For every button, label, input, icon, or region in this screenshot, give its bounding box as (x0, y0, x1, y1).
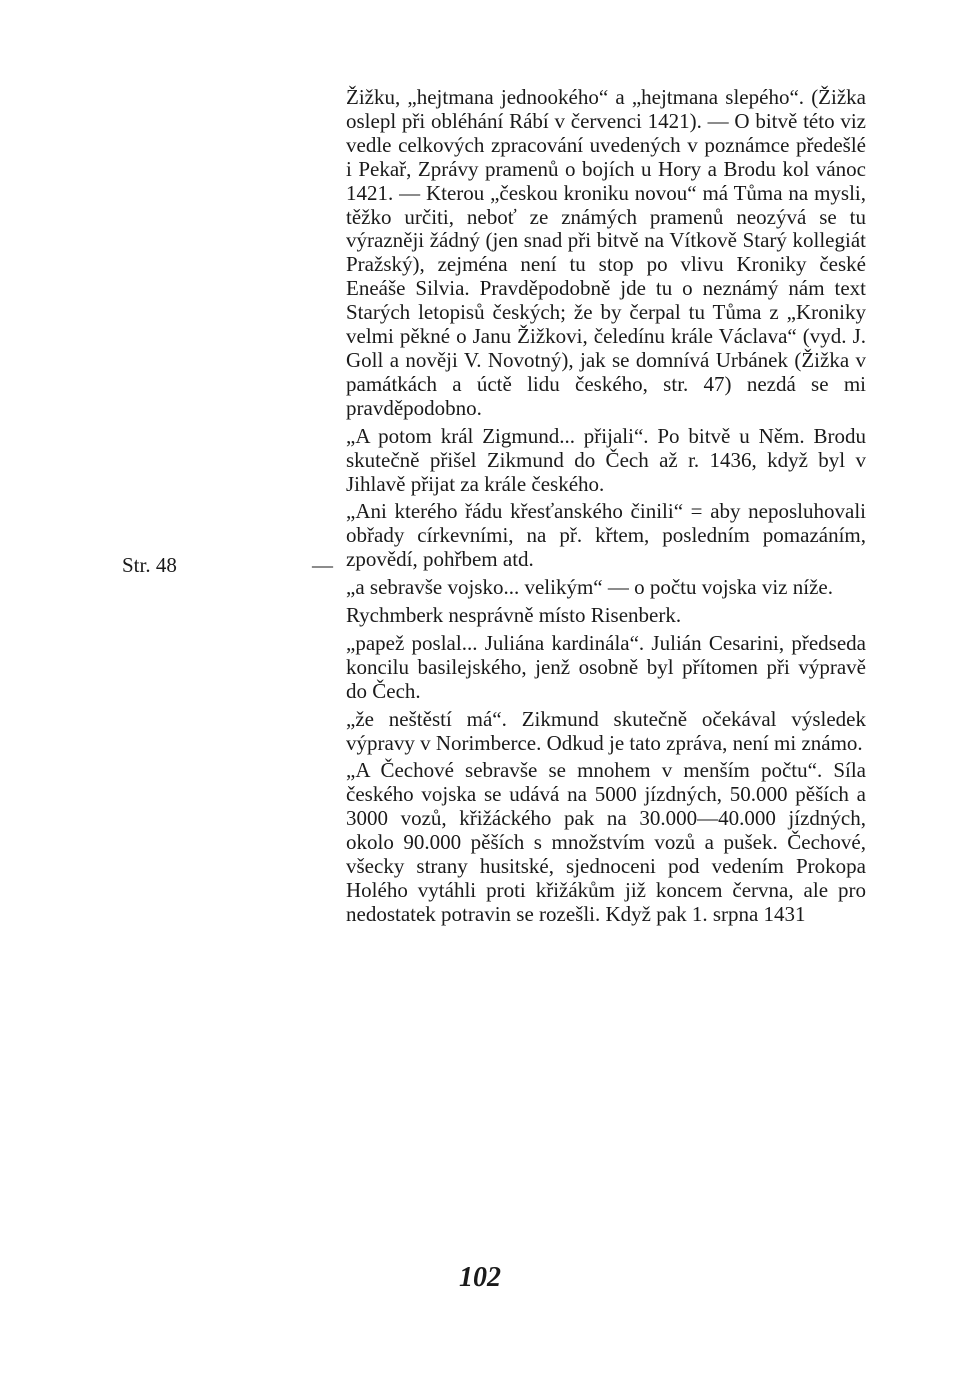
paragraph: „a sebravše vojsko... velikým“ — o počtu vojska viz níže. (346, 575, 833, 600)
paragraph: Rychmberk nesprávně místo Risenberk. (346, 603, 682, 628)
margin-dash: — (312, 553, 333, 577)
margin-page-reference: Str. 48 (122, 553, 177, 577)
paragraph: „že neštěstí má“. Zikmund skutečně očekával výsledek výpravy v Norimberce. Odkud je tato zpráva, není mi známo. (346, 706, 866, 755)
page-number: 102 (459, 1262, 501, 1293)
paragraph: „Ani kterého řádu křesťanského činili“ = aby neposluhovali obřady církevními, na př. křtem, posledním pomazáním, zpovědí, pohřbem atd. (346, 499, 866, 572)
paragraph: „A Čechové sebravše se mnohem v menším počtu“. Síla českého vojska se udává na 5000 jízdných, 50.000 pěších a 3000 vozů, křižáckého pak na 30.000—40.000 jízdných, okolo 90.000 pěších s množstvím vozů a pušek. Čechové, všecky strany husitské, sjednoceni pod vedením Prokopa Holého vytáhli proti křižákům již koncem června, ale pro nedostatek potravin se rozešli. Když pak 1. srpna 1431 (346, 758, 866, 926)
paragraph: „papež poslal... Juliána kardinála“. Julián Cesarini, předseda koncilu basilejského, jenž osobně byl přítomen při výpravě do Čech. (346, 630, 866, 703)
text-column (346, 86, 866, 927)
paragraph: Žižku, „hejtmana jednookého“ a „hejtmana slepého“. (Žižka oslepl při obléhání Rábí v červenci 1421). — O bitvě této viz vedle celkových zpracování uvedených v poznámce předešlé i Pekař, Zprávy pramenů o bojích u Hory a Brodu kol vánoc 1421. — Kterou „českou kroniku novou“ má Tůma na mysli, těžko určiti, neboť ze známých pramenů neozývá se tu výrazněji žádný (jen snad při bitvě na Vítkově Starý kollegiát Pražský), zejména není tu stop po vlivu Kroniky české Eneáše Silvia. Pravděpodobně jde tu o neznámý nám text Starých letopisů českých; že by čerpal tu Tůma z „Kroniky velmi pěkné o Janu Žižkovi, čeledínu krále Václava“ (vyd. J. Goll a nověji V. Novotný), jak se domnívá Urbánek (Žižka v památkách a úctě lidu českého, str. 47) nezdá se mi pravděpodobno. (346, 85, 866, 420)
paragraph: „A potom král Zigmund... přijali“. Po bitvě u Něm. Brodu skutečně přišel Zikmund do Čech až r. 1436, když byl v Jihlavě přijat za krále českého. (346, 423, 866, 496)
